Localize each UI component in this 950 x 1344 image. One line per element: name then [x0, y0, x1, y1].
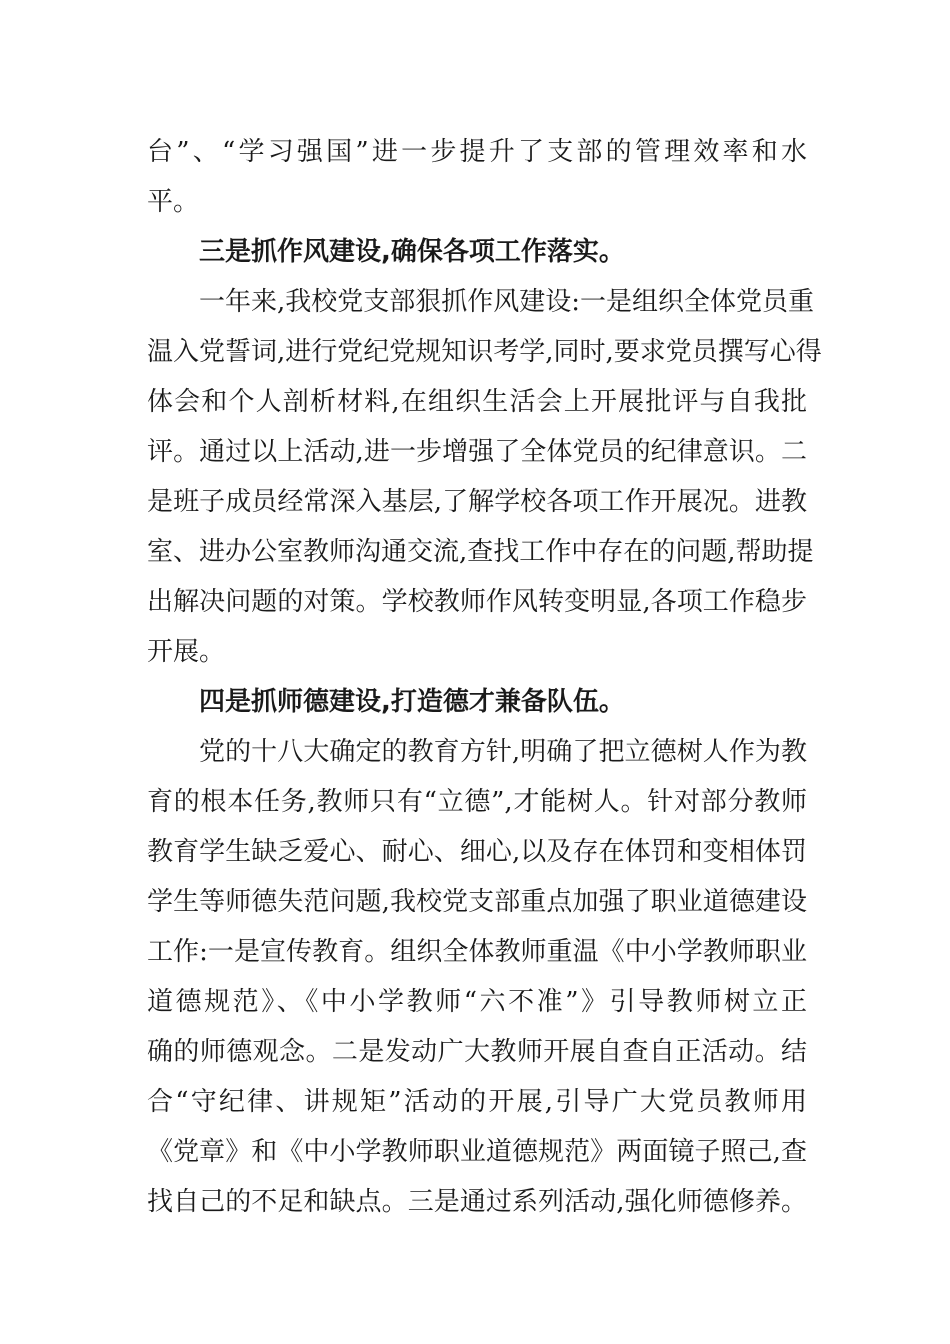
- text-line: 是班子成员经常深入基层,了解学校各项工作开展况。进教: [147, 487, 807, 517]
- section-heading: 三是抓作风建设,确保各项工作落实。: [199, 237, 625, 267]
- text-line: 一年来,我校党支部狠抓作风建设:一是组织全体党员重: [199, 287, 815, 317]
- text-line: 合“守纪律、讲规矩”活动的开展,引导广大党员教师用: [147, 1087, 807, 1117]
- text-line: 体会和个人剖析材料,在组织生活会上开展批评与自我批: [147, 387, 807, 417]
- section-heading: 四是抓师德建设,打造德才兼备队伍。: [199, 687, 625, 717]
- text-line: 开展。: [147, 637, 226, 667]
- text-line: 确的师德观念。二是发动广大教师开展自查自正活动。结: [147, 1037, 807, 1067]
- text-line: 找自己的不足和缺点。三是通过系列活动,强化师德修养。: [147, 1187, 807, 1217]
- text-line: 温入党誓词,进行党纪党规知识考学,同时,要求党员撰写心得: [147, 337, 822, 367]
- text-line: 《党章》和《中小学教师职业道德规范》两面镜子照己,查: [147, 1137, 807, 1167]
- text-line: 评。通过以上活动,进一步增强了全体党员的纪律意识。二: [147, 437, 807, 467]
- text-line: 平。: [147, 187, 200, 217]
- text-line: 党的十八大确定的教育方针,明确了把立德树人作为教: [199, 737, 807, 767]
- text-line: 教育学生缺乏爱心、耐心、细心,以及存在体罚和变相体罚: [147, 837, 807, 867]
- text-line: 出解决问题的对策。学校教师作风转变明显,各项工作稳步: [147, 587, 807, 617]
- text-line: 育的根本任务,教师只有“立德”,才能树人。针对部分教师: [147, 787, 807, 817]
- text-line: 台”、“学习强国”进一步提升了支部的管理效率和水: [147, 137, 807, 167]
- text-line: 道德规范》、《中小学教师“六不准”》引导教师树立正: [147, 987, 807, 1017]
- text-line: 室、进办公室教师沟通交流,查找工作中存在的问题,帮助提: [147, 537, 814, 567]
- text-line: 学生等师德失范问题,我校党支部重点加强了职业道德建设: [147, 887, 807, 917]
- text-line: 工作:一是宣传教育。组织全体教师重温《中小学教师职业: [147, 937, 807, 967]
